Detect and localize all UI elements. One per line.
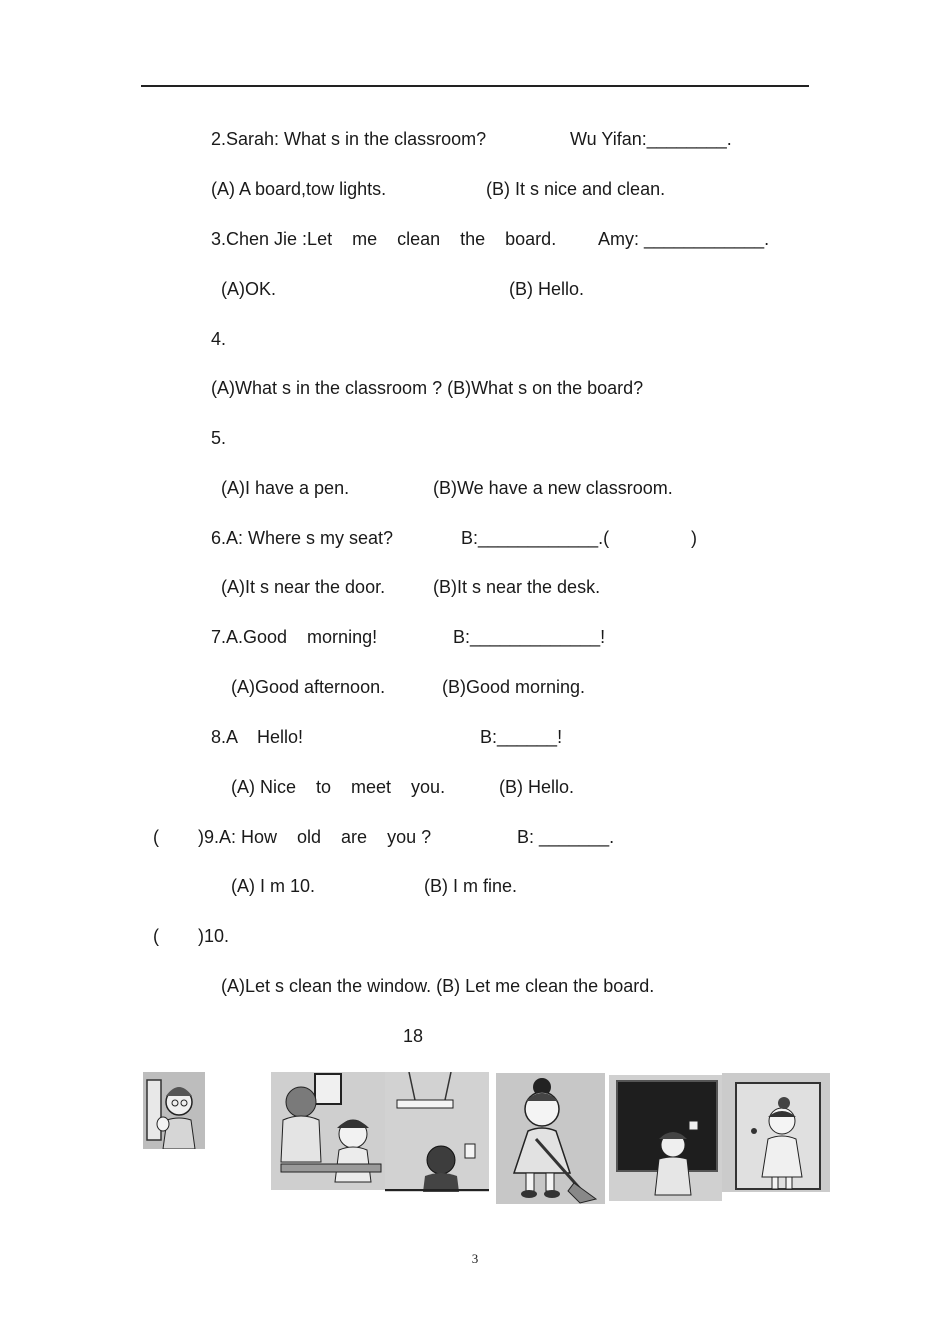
q9-answer-blank: B: _______. — [517, 827, 615, 847]
q7-question: 7.A.Good morning! — [211, 627, 378, 647]
q8-option-a: (A) Nice to meet you. — [231, 777, 446, 797]
q3-option-a: (A)OK. — [221, 279, 277, 299]
boy-turning-on-light-picture — [385, 1072, 489, 1192]
girl-cleaning-board-picture — [609, 1075, 722, 1201]
q5-option-b: (B)We have a new classroom. — [433, 478, 673, 498]
q2-answer-blank: Wu Yifan:________. — [570, 129, 732, 149]
q4-options: (A)What s in the classroom ? (B)What s on the board? — [211, 378, 644, 398]
q2-option-a: (A) A board,tow lights. — [211, 179, 387, 199]
q6-option-b: (B)It s near the desk. — [433, 577, 601, 597]
q7-option-a: (A)Good afternoon. — [231, 677, 386, 697]
page-number: 3 — [471, 1251, 479, 1266]
boy-cleaning-window-picture — [143, 1072, 205, 1149]
q6-close-paren: ) — [691, 528, 697, 548]
q7-option-b: (B)Good morning. — [442, 677, 586, 697]
q6-option-a: (A)It s near the door. — [221, 577, 386, 597]
children-at-desk-picture — [271, 1072, 385, 1190]
q5-option-a: (A)I have a pen. — [221, 478, 350, 498]
q6-answer-blank: B:____________.( — [461, 528, 610, 548]
q8-option-b: (B) Hello. — [499, 777, 575, 797]
q7-answer-blank: B:_____________! — [453, 627, 606, 647]
q8-question: 8.A Hello! — [211, 727, 304, 747]
q9-option-a: (A) I m 10. — [231, 876, 316, 896]
q10-options: (A)Let s clean the window. (B) Let me clean the board. — [221, 976, 655, 996]
q9-option-b: (B) I m fine. — [424, 876, 518, 896]
q2-question: 2.Sarah: What s in the classroom? — [211, 129, 487, 149]
header-rule — [141, 85, 809, 87]
q6-question: 6.A: Where s my seat? — [211, 528, 394, 548]
q3-question: 3.Chen Jie :Let me clean the board. — [211, 229, 557, 249]
q5-number: 5. — [211, 428, 227, 448]
q10-paren: ( — [153, 926, 159, 946]
q10-number: )10. — [198, 926, 230, 946]
q3-answer-blank: Amy: ____________. — [598, 229, 770, 249]
q9-paren: ( — [153, 827, 159, 847]
girl-at-door-picture — [722, 1073, 830, 1192]
q8-answer-blank: B:______! — [480, 727, 563, 747]
girl-sweeping-floor-picture — [496, 1073, 605, 1204]
q4-number: 4. — [211, 329, 227, 349]
section-number: 18 — [403, 1026, 424, 1046]
q2-option-b: (B) It s nice and clean. — [486, 179, 666, 199]
q3-option-b: (B) Hello. — [509, 279, 585, 299]
q9-question: )9.A: How old are you ? — [198, 827, 432, 847]
